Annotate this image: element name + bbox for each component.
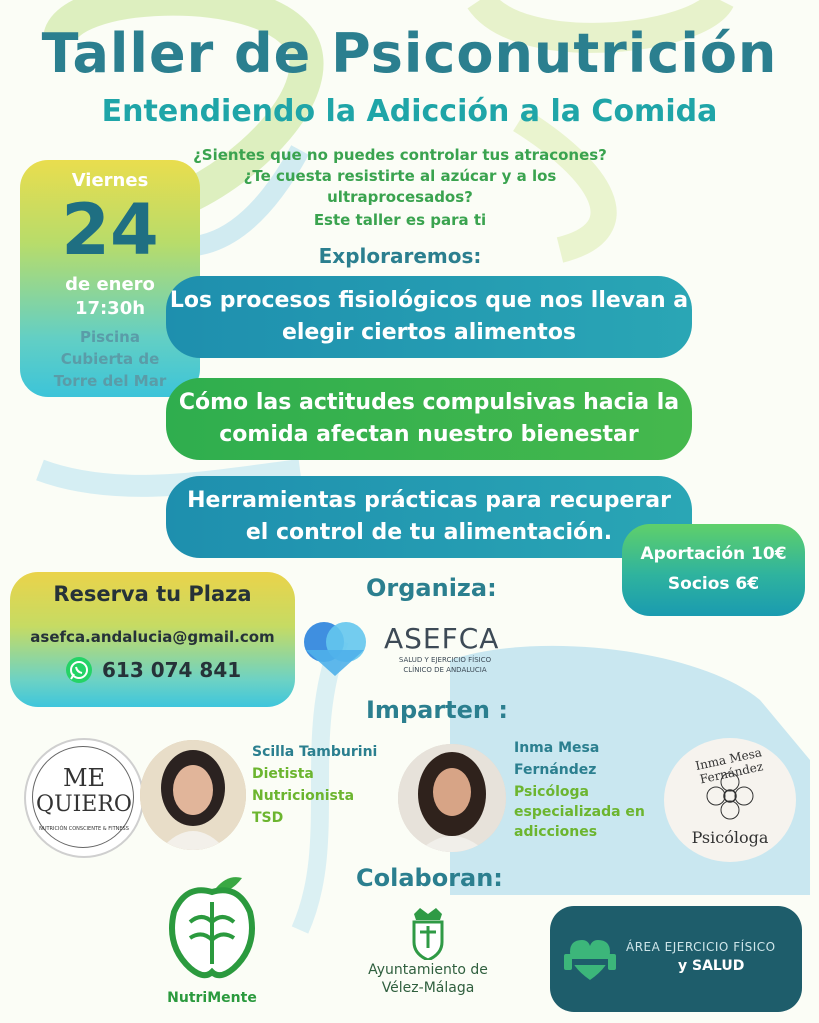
event-place-1: Piscina — [80, 328, 140, 346]
event-time: 17:30h — [74, 298, 146, 319]
crest-icon — [410, 908, 446, 960]
speaker-one-role-1: Dietista — [252, 766, 314, 782]
ayuntamiento-line-1: Ayuntamiento de — [368, 962, 488, 978]
price-line-2: Socios 6€ — [667, 574, 760, 594]
organizer-heading: Organiza: — [366, 574, 497, 602]
explore-item-2-line1: Cómo las actitudes compulsivas hacia la — [178, 390, 680, 415]
explore-heading: Exploraremos: — [318, 244, 482, 268]
event-place-3: Torre del Mar — [53, 372, 167, 390]
explore-item-1-line1: Los procesos fisiológicos que nos llevan a — [169, 288, 689, 313]
event-month: de enero — [65, 274, 155, 295]
speakers-heading: Imparten : — [366, 696, 508, 724]
explore-item-2-line2: comida afectan nuestro bienestar — [219, 422, 639, 447]
speaker-one-role-2: Nutricionista — [252, 788, 355, 804]
intro-line-4: Este taller es para ti — [313, 211, 487, 229]
me-quiero-logo-ring: NUTRICIÓN CONSCIENTE & FITNESS — [39, 826, 129, 832]
price-badge — [622, 524, 805, 616]
brain-apple-icon — [166, 872, 258, 986]
whatsapp-icon — [66, 657, 92, 683]
speaker-two-role-3: adicciones — [514, 824, 598, 840]
speaker-two-role-1: Psicóloga — [514, 784, 589, 800]
reserve-heading: Reserva tu Plaza — [53, 582, 252, 606]
flower-icon — [706, 772, 754, 820]
area-line-2: y SALUD — [678, 958, 745, 974]
explore-item-3-line1: Herramientas prácticas para recuperar — [187, 488, 671, 513]
asefca-logo-tag-1: SALUD Y EJERCICIO FÍSICO — [398, 656, 492, 664]
speaker-two-avatar — [398, 744, 506, 852]
speaker-one-avatar — [140, 740, 246, 850]
reserve-phone[interactable]: 613 074 841 — [102, 658, 242, 682]
speaker-one-role-3: TSD — [252, 810, 284, 826]
intro-line-3: ultraprocesados? — [327, 188, 473, 206]
me-quiero-logo-top: ME — [62, 764, 106, 792]
me-quiero-logo-bottom: QUIERO — [36, 792, 132, 817]
dumbbell-heart-icon — [560, 934, 620, 984]
stamp-top-text: Inma Mesa Fernández — [694, 745, 765, 787]
me-quiero-logo — [24, 738, 144, 858]
intro-line-1: ¿Sientes que no puedes controlar tus atracones? — [193, 146, 607, 164]
stamp-bottom-text: Psicóloga — [691, 828, 769, 847]
area-ejercicio-panel — [550, 906, 802, 1012]
speaker-one-name: Scilla Tamburini — [252, 744, 378, 760]
explore-item-2 — [166, 378, 692, 460]
collaborators-heading: Colaboran: — [356, 864, 503, 892]
event-weekday: Viernes — [71, 170, 149, 191]
speaker-two-role-2: especializada en — [514, 804, 645, 820]
psychologist-stamp — [664, 738, 796, 862]
explore-item-1 — [166, 276, 692, 358]
intro-line-2: ¿Te cuesta resistirte al azúcar y a los — [243, 167, 557, 185]
asefca-logo-tag-2: CLÍNICO DE ANDALUCIA — [403, 666, 487, 674]
event-day: 24 — [61, 189, 159, 271]
explore-item-3-line2: el control de tu alimentación. — [245, 520, 613, 545]
reserve-email[interactable]: asefca.andalucia@gmail.com — [30, 628, 275, 646]
page-title: Taller de Psiconutrición — [41, 22, 778, 85]
asefca-logo-name: ASEFCA — [384, 622, 500, 655]
explore-item-1-line2: elegir ciertos alimentos — [281, 320, 577, 345]
speaker-two-name-1: Inma Mesa — [514, 740, 600, 756]
explore-item-3 — [166, 476, 692, 558]
price-line-1: Aportación 10€ — [640, 544, 787, 564]
speaker-two-name-2: Fernández — [514, 762, 597, 778]
nutrimente-label: NutriMente — [167, 990, 257, 1006]
ayuntamiento-line-2: Vélez-Málaga — [381, 980, 475, 996]
heart-logo-icon — [300, 618, 380, 678]
page-subtitle: Entendiendo la Adicción a la Comida — [101, 94, 718, 129]
event-place-2: Cubierta de — [60, 350, 160, 368]
area-line-1: ÁREA EJERCICIO FÍSICO — [626, 940, 776, 954]
